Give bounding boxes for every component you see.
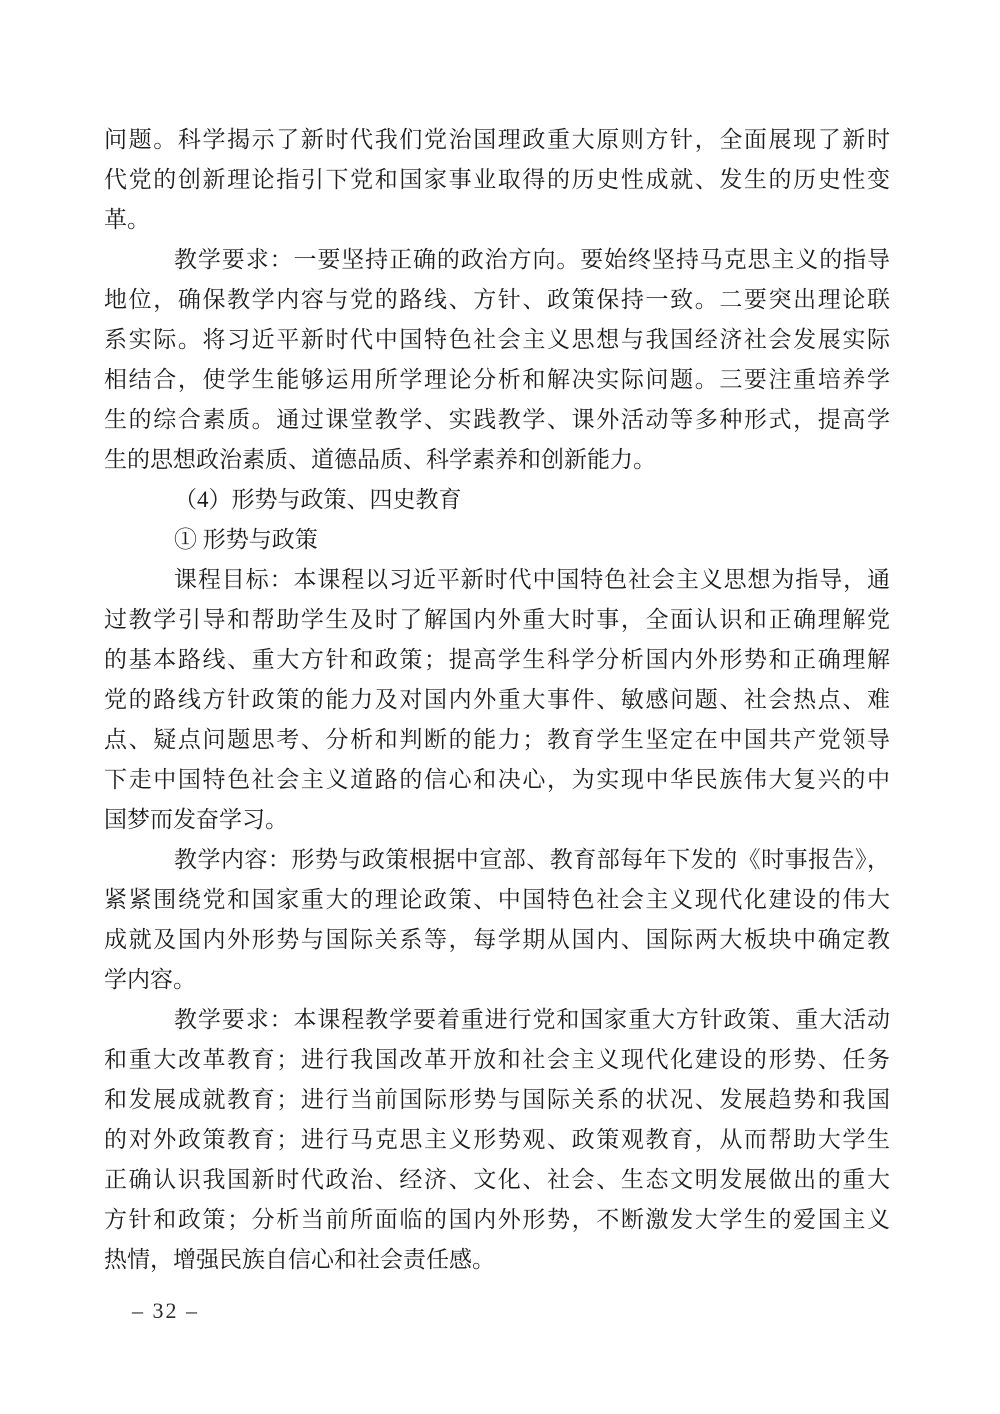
text-line: 成就及国内外形势与国际关系等，每学期从国内、国际两大板块中确定教	[104, 927, 890, 952]
text-line: 教学要求：本课程教学要着重进行党和国家重大方针政策、重大活动	[174, 1007, 890, 1032]
text-line: 学内容。	[104, 967, 196, 992]
text-line: 紧紧围绕党和国家重大的理论政策、中国特色社会主义现代化建设的伟大	[104, 887, 890, 912]
text-line: 革。	[104, 207, 150, 232]
text-line: 党的路线方针政策的能力及对国内外重大事件、敏感问题、社会热点、难	[104, 687, 890, 712]
text-line: 教学内容：形势与政策根据中宣部、教育部每年下发的《时事报告》，	[174, 847, 890, 872]
document-body	[104, 120, 890, 1280]
text-line: 和发展成就教育；进行当前国际形势与国际关系的状况、发展趋势和我国	[104, 1087, 890, 1112]
text-line: 下走中国特色社会主义道路的信心和决心，为实现中华民族伟大复兴的中	[104, 767, 890, 792]
text-line: 生的综合素质。通过课堂教学、实践教学、课外活动等多种形式，提高学	[104, 407, 890, 432]
text-line: 教学要求：一要坚持正确的政治方向。要始终坚持马克思主义的指导	[174, 247, 890, 272]
page-number: – 32 –	[132, 1298, 199, 1323]
text-line: 的基本路线、重大方针和政策；提高学生科学分析国内外形势和正确理解	[104, 647, 890, 672]
text-line: 过教学引导和帮助学生及时了解国内外重大时事，全面认识和正确理解党	[104, 607, 890, 632]
text-line: 热情，增强民族自信心和社会责任感。	[104, 1247, 495, 1272]
text-line: 正确认识我国新时代政治、经济、文化、社会、生态文明发展做出的重大	[104, 1167, 890, 1192]
text-line: 课程目标：本课程以习近平新时代中国特色社会主义思想为指导，通	[174, 567, 890, 592]
text-line: 相结合，使学生能够运用所学理论分析和解决实际问题。三要注重培养学	[104, 367, 890, 392]
text-line: 和重大改革教育；进行我国改革开放和社会主义现代化建设的形势、任务	[104, 1047, 890, 1072]
text-line: 问题。科学揭示了新时代我们党治国理政重大原则方针，全面展现了新时	[104, 127, 890, 152]
text-line: ① 形势与政策	[174, 527, 318, 552]
text-line: （4）形势与政策、四史教育	[174, 487, 462, 512]
text-line: 国梦而发奋学习。	[104, 807, 288, 832]
text-line: 地位，确保教学内容与党的路线、方针、政策保持一致。二要突出理论联	[104, 287, 890, 312]
text-line: 的对外政策教育；进行马克思主义形势观、政策观教育，从而帮助大学生	[104, 1127, 890, 1152]
text-line: 点、疑点问题思考、分析和判断的能力；教育学生坚定在中国共产党领导	[104, 727, 890, 752]
text-line: 方针和政策；分析当前所面临的国内外形势，不断激发大学生的爱国主义	[104, 1207, 890, 1232]
text-line: 系实际。将习近平新时代中国特色社会主义思想与我国经济社会发展实际	[104, 327, 890, 352]
text-line: 代党的创新理论指引下党和国家事业取得的历史性成就、发生的历史性变	[104, 167, 890, 192]
text-line: 生的思想政治素质、道德品质、科学素养和创新能力。	[104, 447, 656, 472]
